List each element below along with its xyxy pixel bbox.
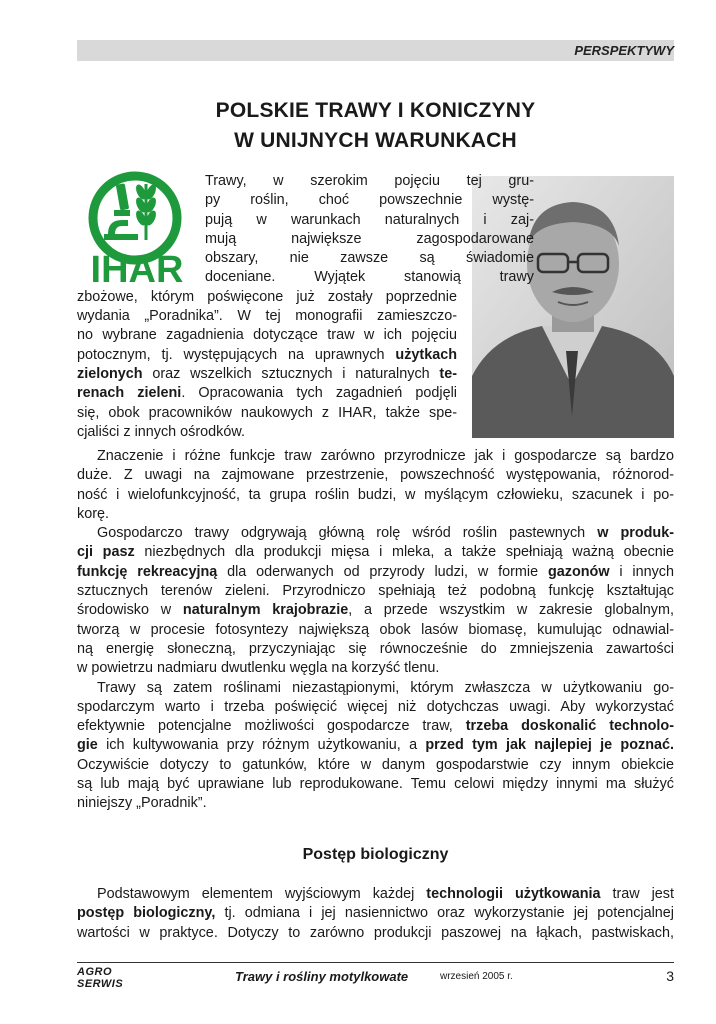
title-line-1: POLSKIE TRAWY I KONICZYNY xyxy=(215,99,536,122)
text-line: py roślin, choć powszechnie wystę- xyxy=(205,192,534,209)
section-label: PERSPEKTYWY xyxy=(574,43,674,58)
text-run: dla oderwanych od przyrody ludzi, w formie xyxy=(217,563,548,580)
text-line: niniejszy „Poradnik”. xyxy=(77,795,207,812)
emphasis: gazonów xyxy=(547,563,610,580)
logo-text: IHAR xyxy=(90,249,184,284)
emphasis: zielonych xyxy=(77,365,143,382)
emphasis: naturalnym krajobrazie xyxy=(182,602,349,619)
text-line: duże. Z uwagi na zajmowane przestrzenie, powszechność występowania, różnorod- xyxy=(77,467,674,484)
text-line: mują największe zagospodarowane xyxy=(205,230,534,247)
text-line: no wybrane zagadnienia dotyczące traw w ich pojęciu xyxy=(77,327,457,344)
text-line: sztucznych terenów zieleni. Przyrodniczo spełniają też podobną funkcję kształtując xyxy=(77,583,674,600)
text-line xyxy=(77,543,674,562)
text-line xyxy=(77,365,457,384)
text-run: traw jest xyxy=(600,886,674,902)
text-run: Gospodarczo trawy odgrywają główną rolę wśród roślin pastewnych xyxy=(97,525,598,542)
body-text-2 xyxy=(77,885,674,943)
text-line: są lub mają być uprawiane lub reprodukowane. Temu celowi między innymi ma służyć xyxy=(77,776,674,793)
text-line: obszary, nie zawsze są świadomie xyxy=(205,250,534,267)
footer-publication: Trawy i rośliny motylkowate xyxy=(235,969,409,984)
emphasis: te- xyxy=(439,365,457,382)
text-line: wydania „Poradnika”. W tej monografii zamieszczo- xyxy=(77,308,457,325)
emphasis: technologii użytkowania xyxy=(426,886,601,902)
emphasis: renach zieleni xyxy=(77,385,182,402)
body-text xyxy=(77,447,674,814)
page-number: 3 xyxy=(666,968,674,984)
section-heading: Postęp biologiczny xyxy=(302,846,449,863)
text-run: niezbędnych dla produkcji mięsa i mleka, a także spełniają ważną obecnie xyxy=(134,544,674,561)
title-line-2: W UNIJNYCH WARUNKACH xyxy=(234,129,517,152)
text-run: potocznym, tj. występujących na uprawnych xyxy=(77,346,396,363)
footer-brand xyxy=(77,966,123,990)
article-title xyxy=(77,96,674,156)
text-run: tj. odmiana i jej nasiennictwo oraz wykorzystanie jej potencjalnej xyxy=(215,905,674,922)
text-run: oraz wszelkich sztucznych i naturalnych xyxy=(142,365,440,382)
text-line: wartości w praktyce. Dotyczy to zarówno produkcji paszowej na łąkach, pastwiskach, xyxy=(77,924,674,941)
emphasis: cji pasz xyxy=(77,544,135,561)
text-line: pują w warunkach naturalnych i zaj- xyxy=(205,211,534,228)
text-line: Trawy są zatem roślinami niezastąpionymi, którym zwłaszcza w użytkowaniu go- xyxy=(97,679,674,696)
text-run: , a przede wszystkim w zakresie globalnym, xyxy=(348,602,674,619)
emphasis: funkcję rekreacyjną xyxy=(77,563,218,580)
text-line xyxy=(77,601,674,620)
intro-paragraph xyxy=(77,172,674,442)
text-line: doceniane. Wyjątek stanowią trawy xyxy=(205,269,534,286)
footer-rule xyxy=(77,962,674,963)
text-line: Oczywiście dotyczy to gatunków, które w danym gospodarstwie czy innym obiekcie xyxy=(77,756,674,773)
text-line: Znaczenie i różne funkcje traw zarówno przyrodnicze jak i gospodarcze są bardzo xyxy=(97,448,674,464)
emphasis: postęp biologiczny, xyxy=(77,905,216,922)
text-line xyxy=(77,384,457,403)
emphasis: w produk- xyxy=(597,525,675,542)
text-line: spodarczym warto i trzeba poświęcić więcej niż dotychczas uwagi. Aby wykorzystać xyxy=(77,698,674,715)
text-run: Podstawowym elementem wyjściowym każdej xyxy=(97,886,427,902)
text-line xyxy=(77,736,674,755)
text-run: . Opracowania tych zagadnień podjęli xyxy=(181,385,457,402)
text-line: tworzą w procesie fotosyntezy największą obok lasów biomasę, kumulując odnawial- xyxy=(77,621,674,638)
text-line xyxy=(77,717,674,736)
footer-date: wrzesień 2005 r. xyxy=(440,971,513,982)
text-line: Trawy, w szerokim pojęciu tej gru- xyxy=(205,173,534,189)
text-line: cjaliści z innych ośrodków. xyxy=(77,423,245,440)
text-line: się, obok pracowników naukowych z IHAR, także spe- xyxy=(77,404,457,421)
text-run: i innych xyxy=(609,563,674,580)
text-line: ną energię słoneczną, przyczyniając się równocześnie do zmniejszenia zawartości xyxy=(77,640,674,657)
brand-line: AGRO xyxy=(77,966,112,978)
text-run: ich kultywowania przy różnym użytkowaniu, a xyxy=(97,737,426,754)
text-line xyxy=(77,904,674,923)
text-line xyxy=(77,563,674,582)
text-run: środowisko w xyxy=(77,602,183,619)
brand-line: SERWIS xyxy=(77,978,124,990)
text-run: efektywnie potencjalne możliwości gospodarcze traw, xyxy=(77,718,466,735)
text-line xyxy=(77,524,674,543)
text-line xyxy=(77,346,457,365)
text-line: w powietrzu nadmiaru dwutlenku węgla na korzyść tlenu. xyxy=(77,660,440,677)
text-line xyxy=(77,885,674,904)
emphasis: trzeba doskonalić technolo- xyxy=(465,718,674,735)
text-line: ność i wielofunkcyjność, ta grupa roślin budzi, w myślącym człowieku, szacunek i po- xyxy=(77,486,674,503)
emphasis: przed tym jak najlepiej je poznać. xyxy=(425,737,674,754)
emphasis: gie xyxy=(77,737,98,754)
text-line: zbożowe, którym poświęcone już zostały poprzednie xyxy=(77,288,457,305)
text-line: korę. xyxy=(77,505,109,522)
emphasis: użytkach xyxy=(395,346,457,363)
